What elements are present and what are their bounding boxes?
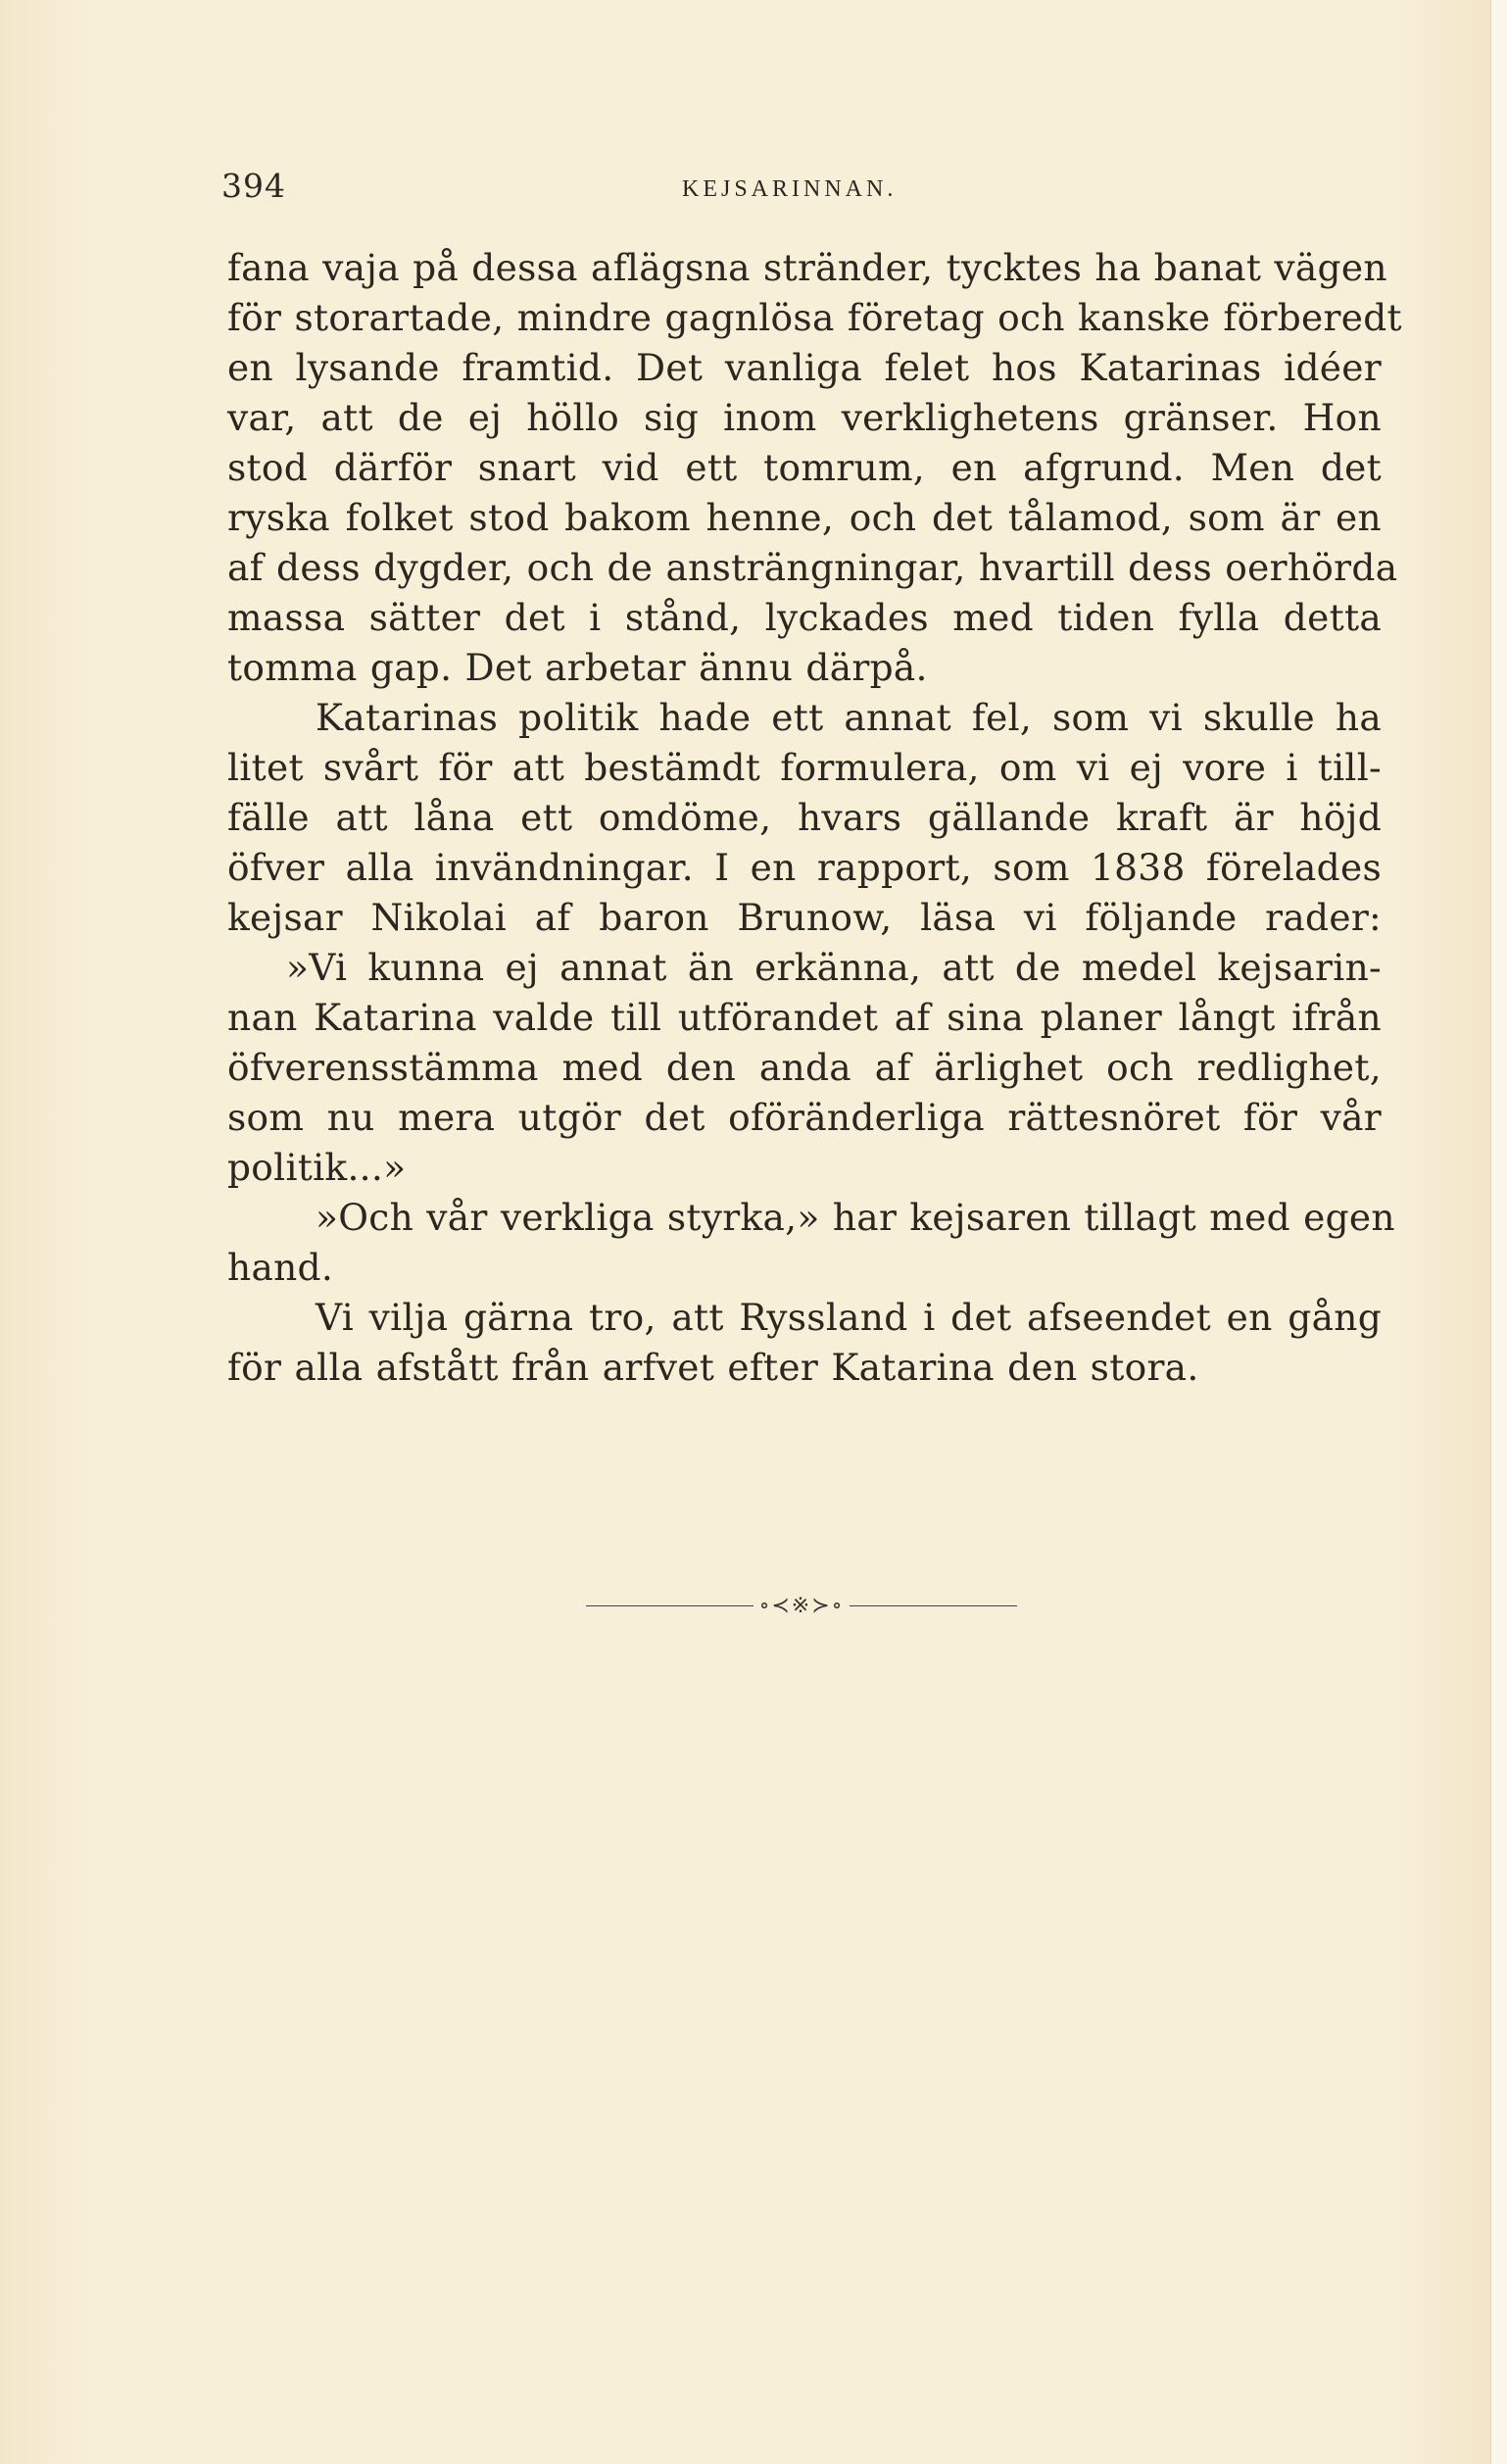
text-line: tomma gap. Det arbetar ännu därpå. bbox=[227, 646, 928, 689]
text-line: nan Katarina valde till utförandet af sina planer långt ifrån bbox=[227, 996, 1382, 1039]
ornament-rule-left bbox=[586, 1605, 754, 1606]
text-line: fana vaja på dessa aflägsna stränder, tycktes ha banat vägen bbox=[227, 246, 1387, 289]
body-text bbox=[227, 243, 1402, 1393]
page-header bbox=[221, 167, 1376, 216]
text-line: öfver alla invändningar. I en rapport, som 1838 förelades bbox=[227, 846, 1382, 889]
text-line: var, att de ej höllo sig inom verklighetens gränser. Hon bbox=[227, 396, 1382, 439]
flourish-icon: ∘≺※≻∘ bbox=[758, 1593, 845, 1618]
text-line: massa sätter det i stånd, lyckades med tiden fylla detta bbox=[227, 596, 1382, 639]
text-line: »Vi kunna ej annat än erkänna, att de medel kejsarin- bbox=[286, 946, 1382, 989]
text-line: ryska folket stod bakom henne, och det tålamod, som är en bbox=[227, 496, 1382, 539]
text-line: en lysande framtid. Det vanliga felet hos Katarinas idéer bbox=[227, 346, 1382, 389]
text-line: Katarinas politik hade ett annat fel, som vi skulle ha bbox=[316, 696, 1382, 739]
text-line: hand. bbox=[227, 1246, 334, 1289]
running-title: KEJSARINNAN. bbox=[682, 176, 898, 202]
text-line: fälle att låna ett omdöme, hvars gällande kraft är höjd bbox=[227, 796, 1382, 839]
text-line: öfverensstämma med den anda af ärlighet och redlighet, bbox=[227, 1046, 1382, 1089]
text-line: kejsar Nikolai af baron Brunow, läsa vi följande rader: bbox=[227, 896, 1382, 939]
text-line: politik...» bbox=[227, 1146, 407, 1189]
page-number: 394 bbox=[221, 167, 286, 205]
text-line: litet svårt för att bestämdt formulera, om vi ej vore i till- bbox=[227, 746, 1382, 789]
text-line: Vi vilja gärna tro, att Ryssland i det afseendet en gång bbox=[316, 1296, 1382, 1339]
text-line: »Och vår verkliga styrka,» har kejsaren tillagt med egen bbox=[316, 1196, 1395, 1239]
text-line: som nu mera utgör det oföränderliga rättesnöret för vår bbox=[227, 1096, 1382, 1139]
ornament-rule-right bbox=[850, 1605, 1017, 1606]
section-end-ornament bbox=[586, 1586, 1017, 1625]
text-line: stod därför snart vid ett tomrum, en afgrund. Men det bbox=[227, 446, 1382, 489]
text-line: för alla afstått från arfvet efter Katarina den stora. bbox=[227, 1346, 1199, 1389]
page-edge bbox=[1490, 0, 1507, 2464]
text-line: af dess dygder, och de ansträngningar, hvartill dess oerhörda bbox=[227, 546, 1398, 589]
text-line: för storartade, mindre gagnlösa företag och kanske förberedt bbox=[227, 296, 1402, 339]
